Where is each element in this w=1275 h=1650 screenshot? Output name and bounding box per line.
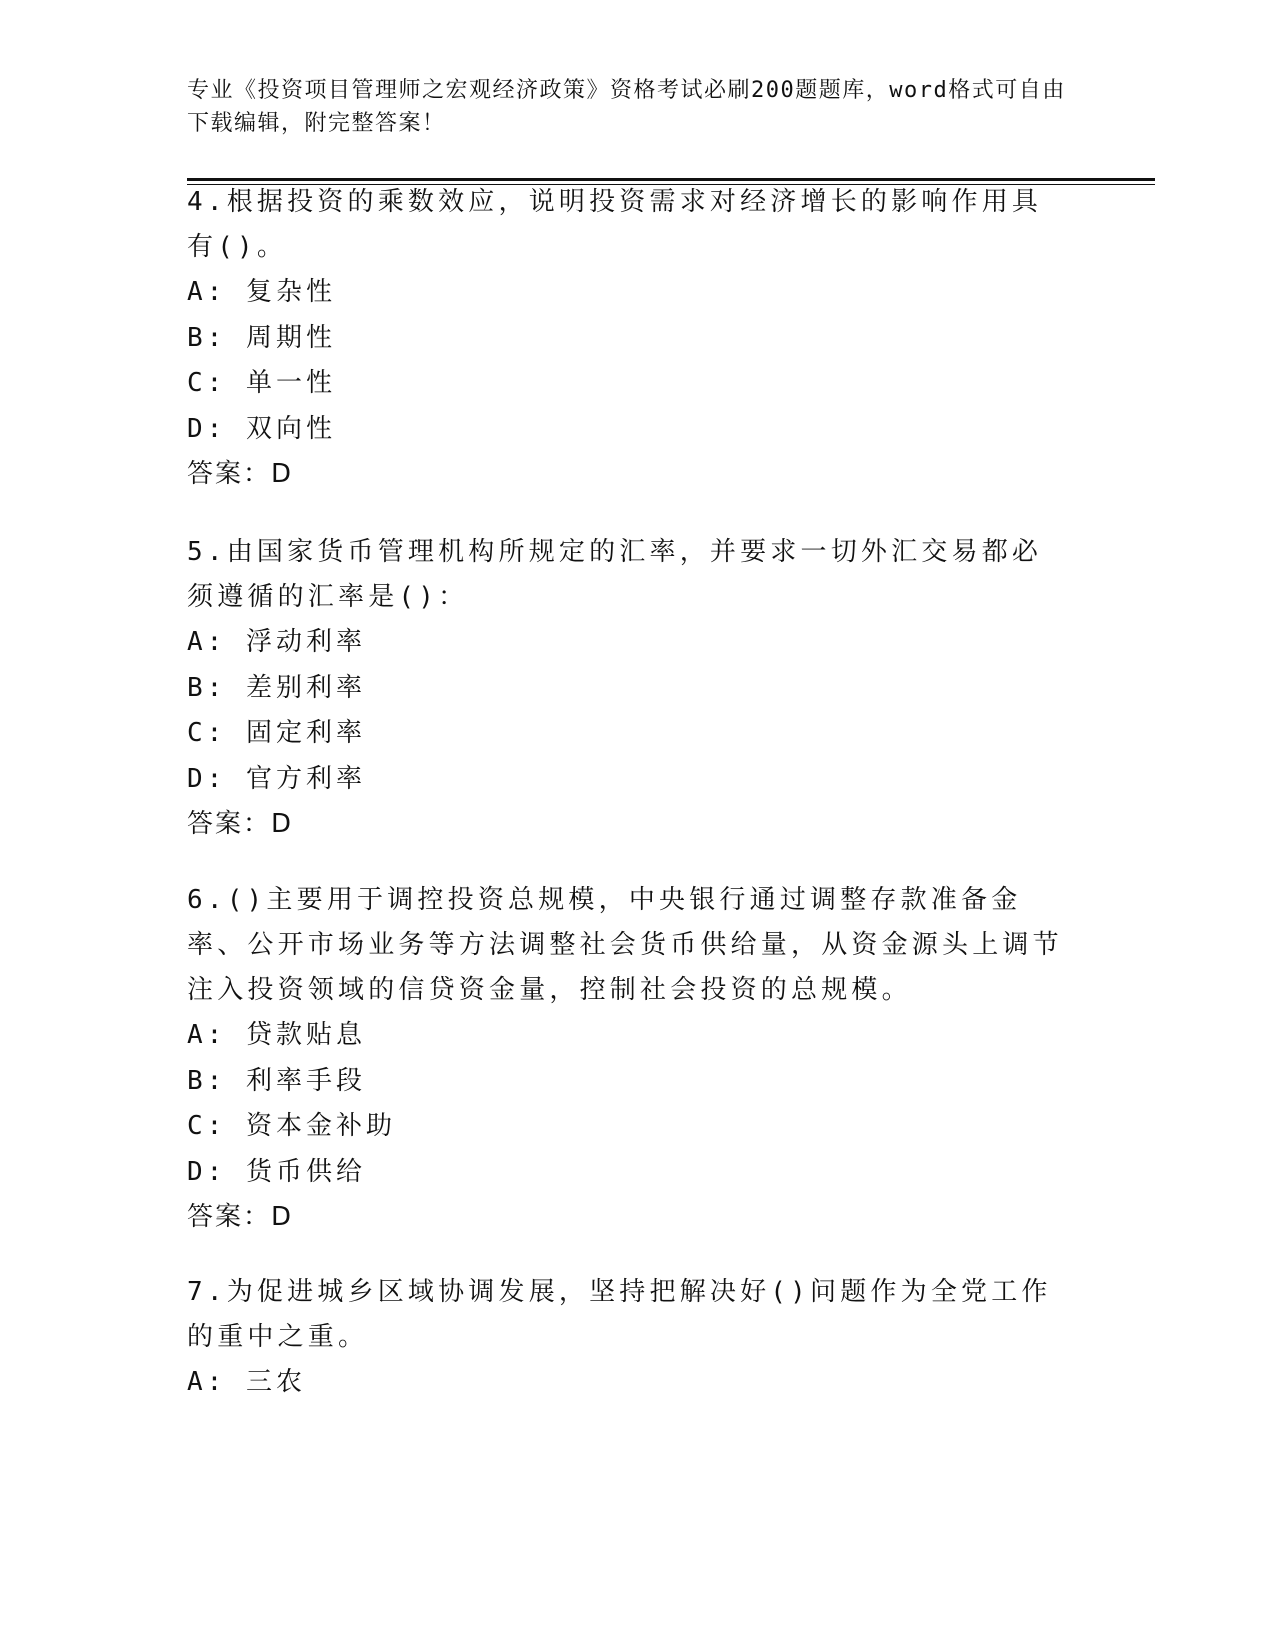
question-7 — [187, 1270, 1067, 1406]
option-c: C: 固定利率 — [187, 718, 366, 748]
answer-label: 答案：D — [187, 459, 294, 489]
answer-label: 答案：D — [187, 809, 294, 839]
question-stem: 5.由国家货币管理机构所规定的汇率，并要求一切外汇交易都必须遵循的汇率是()： — [187, 537, 1043, 612]
answer-label: 答案：D — [187, 1202, 294, 1232]
question-stem: 6.()主要用于调控投资总规模，中央银行通过调整存款准备金率、公开市场业务等方法调整社会货币供给量，从资金源头上调节注入投资领域的信贷资金量，控制社会投资的总规模。 — [187, 885, 1063, 1005]
question-6 — [187, 878, 1067, 1240]
document-intro: 专业《投资项目管理师之宏观经济政策》资格考试必刷200题题库，word格式可自由下载编辑，附完整答案！ — [187, 78, 1066, 136]
question-5 — [187, 530, 1067, 847]
option-b: B: 差别利率 — [187, 672, 366, 703]
option-a: A: 浮动利率 — [187, 627, 366, 657]
option-b: B: 周期性 — [187, 322, 336, 353]
question-stem: 4.根据投资的乘数效应，说明投资需求对经济增长的影响作用具有()。 — [187, 187, 1043, 262]
option-a: A: 三农 — [187, 1367, 306, 1397]
option-c: C: 资本金补助 — [187, 1111, 396, 1141]
option-b: B: 利率手段 — [187, 1065, 366, 1096]
option-d: D: 货币供给 — [187, 1156, 366, 1187]
question-stem: 7.为促进城乡区域协调发展，坚持把解决好()问题作为全党工作的重中之重。 — [187, 1277, 1052, 1352]
question-4 — [187, 180, 1067, 497]
option-d: D: 官方利率 — [187, 763, 366, 794]
option-a: A: 复杂性 — [187, 277, 336, 307]
option-d: D: 双向性 — [187, 413, 336, 444]
option-a: A: 贷款贴息 — [187, 1020, 366, 1050]
option-c: C: 单一性 — [187, 368, 336, 398]
